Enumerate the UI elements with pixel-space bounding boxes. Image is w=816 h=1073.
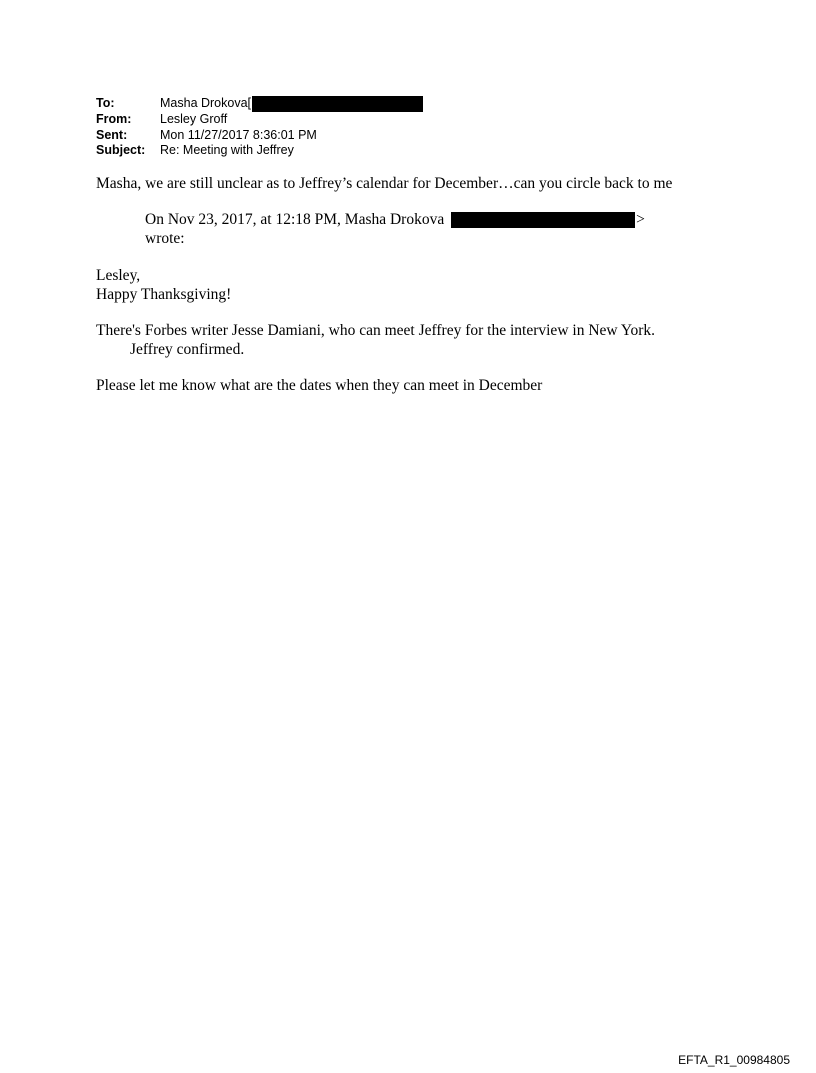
sent-label: Sent: [96, 127, 128, 142]
quote-attribution-start: On Nov 23, 2017, at 12:18 PM, Masha Drokova [145, 211, 445, 228]
redaction-block [451, 212, 635, 228]
greeting-block [96, 266, 231, 304]
document-id: EFTA_R1_00984805 [678, 1053, 790, 1067]
from-value: Lesley Groff [160, 112, 228, 126]
redaction-block [252, 96, 423, 112]
from-label: From: [96, 112, 132, 126]
quote-attribution-line [145, 210, 645, 229]
request-line: Please let me know what are the dates when they can meet in December [96, 377, 543, 394]
forbes-line: There's Forbes writer Jesse Damiani, who can meet Jeffrey for the interview in New York. [96, 322, 656, 339]
quote-attribution [145, 210, 645, 248]
to-label: To: [96, 96, 115, 111]
email-header [96, 96, 423, 159]
reply-text: Masha, we are still unclear as to Jeffrey’s calendar for December…can you circle back to me [96, 175, 673, 192]
sent-row [96, 128, 423, 144]
from-row [96, 112, 423, 128]
subject-label: Subject: [96, 143, 146, 157]
forbes-paragraph [96, 321, 655, 359]
confirmed-line: Jeffrey confirmed. [130, 341, 245, 358]
greeting-line: Lesley, [96, 267, 141, 284]
quote-attribution-bracket: > [636, 211, 645, 228]
to-row [96, 96, 423, 112]
sent-value: Mon 11/27/2017 8:36:01 PM [160, 127, 317, 142]
subject-row [96, 143, 423, 159]
subject-value: Re: Meeting with Jeffrey [160, 143, 294, 157]
quote-attribution-wrote: wrote: [145, 230, 185, 247]
to-value: Masha Drokova[ [160, 96, 252, 111]
holiday-line: Happy Thanksgiving! [96, 286, 232, 303]
